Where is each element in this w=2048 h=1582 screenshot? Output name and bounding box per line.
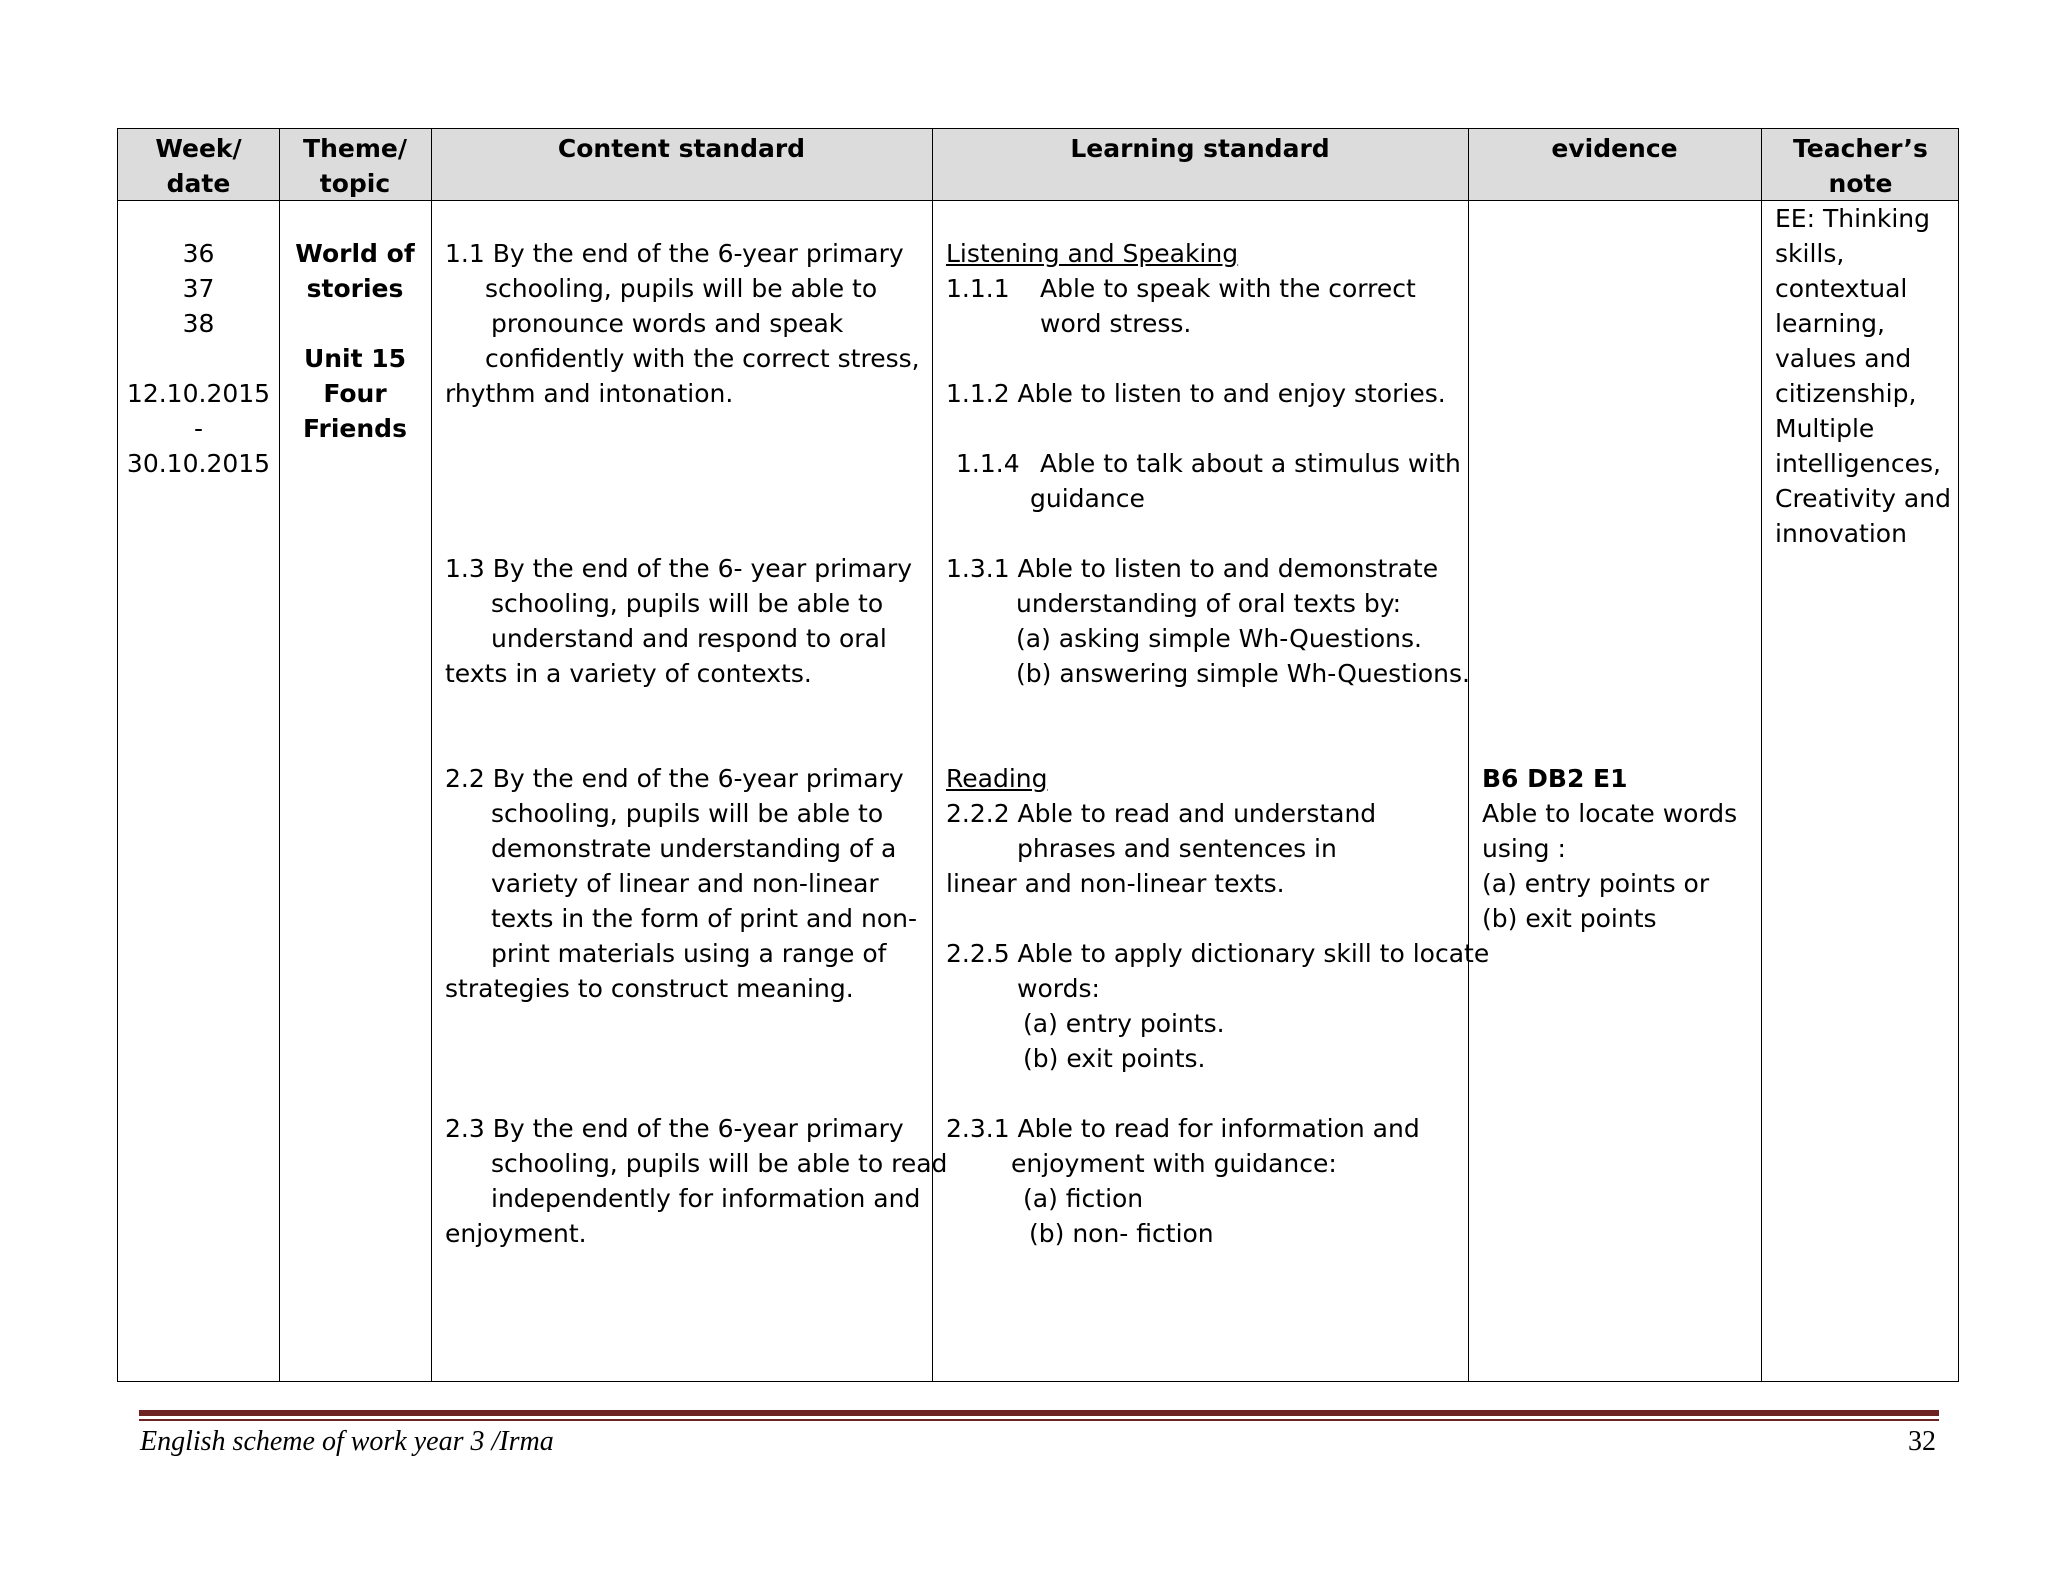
content-standard-1-1: 1.1 By the end of the 6-year primary [445, 239, 904, 268]
evidence-text: (a) entry points or [1482, 869, 1710, 898]
learning-standard-1-3-1: (b) answering simple Wh-Questions. [1016, 659, 1470, 688]
theme-title: stories [306, 274, 404, 303]
learning-standard-1-3-1: (a) asking simple Wh-Questions. [1016, 624, 1422, 653]
evidence-text: (b) exit points [1482, 904, 1657, 933]
evidence-text: Able to locate words [1482, 799, 1738, 828]
content-standard-1-1: pronounce words and speak [491, 309, 844, 338]
content-standard-2-2: texts in the form of print and non- [491, 904, 917, 933]
teachers-note-text: values and [1775, 344, 1912, 373]
learning-standard-1-1-1: word stress. [1040, 309, 1192, 338]
footer-document-title: English scheme of work year 3 /Irma [140, 1426, 554, 1457]
week-number: 37 [182, 274, 215, 303]
learning-standard-2-2-2: 2.2.2 Able to read and understand [946, 799, 1377, 828]
column-divider [431, 129, 432, 1381]
learning-standard-2-3-1: 2.3.1 Able to read for information and [946, 1114, 1420, 1143]
teachers-note-text: contextual [1775, 274, 1908, 303]
unit-label: Unit 15 [303, 344, 407, 373]
scheme-of-work-table [117, 128, 1959, 1382]
content-standard-2-2: print materials using a range of [491, 939, 887, 968]
date-separator: - [193, 414, 204, 443]
column-divider [1761, 129, 1762, 1381]
learning-standard-2-2-2: phrases and sentences in [1017, 834, 1337, 863]
column-divider [932, 129, 933, 1381]
evidence-code: B6 DB2 E1 [1482, 764, 1628, 793]
teachers-note-text: learning, [1775, 309, 1885, 338]
theme-title: World of [295, 239, 415, 268]
learning-standard-1-1-4: Able to talk about a stimulus with [1040, 449, 1461, 478]
teachers-note-text: Multiple [1775, 414, 1875, 443]
content-standard-1-3: texts in a variety of contexts. [445, 659, 812, 688]
footer-rule [139, 1410, 1939, 1416]
week-number: 38 [182, 309, 215, 338]
learning-standard-2-2-5: words: [1017, 974, 1100, 1003]
header-theme-topic: Theme/ topic [303, 134, 407, 198]
page-number: 32 [1908, 1426, 1936, 1457]
content-standard-2-2: schooling, pupils will be able to [491, 799, 884, 828]
teachers-note-text: innovation [1775, 519, 1907, 548]
learning-standard-2-2-5: 2.2.5 Able to apply dictionary skill to locate [946, 939, 1490, 968]
content-standard-1-1: confidently with the correct stress, [485, 344, 920, 373]
content-standard-2-2: variety of linear and non-linear [491, 869, 879, 898]
header-evidence: evidence [1551, 134, 1678, 163]
content-standard-2-3: schooling, pupils will be able to read [491, 1149, 948, 1178]
learning-standard-1-1-1-number: 1.1.1 [946, 274, 1010, 303]
learning-standard-2-2-5: (a) entry points. [1023, 1009, 1225, 1038]
header-learning-standard: Learning standard [1070, 134, 1330, 163]
content-standard-1-3: understand and respond to oral [491, 624, 887, 653]
column-divider [279, 129, 280, 1381]
content-standard-1-3: schooling, pupils will be able to [491, 589, 884, 618]
unit-title: Friends [303, 414, 407, 443]
header-teachers-note: Teacher’s note [1793, 134, 1928, 198]
content-standard-1-1: schooling, pupils will be able to [485, 274, 878, 303]
header-week-date: Week/ date [155, 134, 242, 198]
learning-standard-2-3-1: (a) fiction [1023, 1184, 1144, 1213]
content-standard-2-2: strategies to construct meaning. [445, 974, 854, 1003]
teachers-note-text: skills, [1775, 239, 1845, 268]
footer-rule [139, 1419, 1939, 1421]
learning-standard-2-3-1: enjoyment with guidance: [1011, 1149, 1337, 1178]
date-end: 30.10.2015 [126, 449, 271, 478]
unit-title: Four [323, 379, 387, 408]
content-standard-1-1: rhythm and intonation. [445, 379, 734, 408]
listening-speaking-heading: Listening and Speaking [946, 239, 1239, 268]
learning-standard-2-2-5: (b) exit points. [1023, 1044, 1206, 1073]
header-content-standard: Content standard [557, 134, 806, 163]
learning-standard-1-1-2: 1.1.2 Able to listen to and enjoy stories. [946, 379, 1446, 408]
teachers-note-text: intelligences, [1775, 449, 1942, 478]
reading-heading: Reading [946, 764, 1048, 793]
teachers-note-text: EE: Thinking [1775, 204, 1931, 233]
learning-standard-1-3-1: 1.3.1 Able to listen to and demonstrate [946, 554, 1439, 583]
evidence-text: using : [1482, 834, 1566, 863]
learning-standard-1-1-4: guidance [1030, 484, 1145, 513]
content-standard-2-3: independently for information and [491, 1184, 921, 1213]
teachers-note-text: Creativity and [1775, 484, 1951, 513]
learning-standard-2-3-1: (b) non- fiction [1029, 1219, 1214, 1248]
content-standard-2-3: 2.3 By the end of the 6-year primary [445, 1114, 904, 1143]
content-standard-2-3: enjoyment. [445, 1219, 587, 1248]
learning-standard-2-2-2: linear and non-linear texts. [946, 869, 1285, 898]
content-standard-2-2: 2.2 By the end of the 6-year primary [445, 764, 904, 793]
content-standard-1-3: 1.3 By the end of the 6- year primary [445, 554, 913, 583]
week-number: 36 [182, 239, 215, 268]
learning-standard-1-1-4-number: 1.1.4 [956, 449, 1020, 478]
learning-standard-1-1-1: Able to speak with the correct [1040, 274, 1416, 303]
column-divider [1468, 129, 1469, 1381]
content-standard-2-2: demonstrate understanding of a [491, 834, 897, 863]
learning-standard-1-3-1: understanding of oral texts by: [1016, 589, 1402, 618]
date-start: 12.10.2015 [126, 379, 271, 408]
teachers-note-text: citizenship, [1775, 379, 1917, 408]
